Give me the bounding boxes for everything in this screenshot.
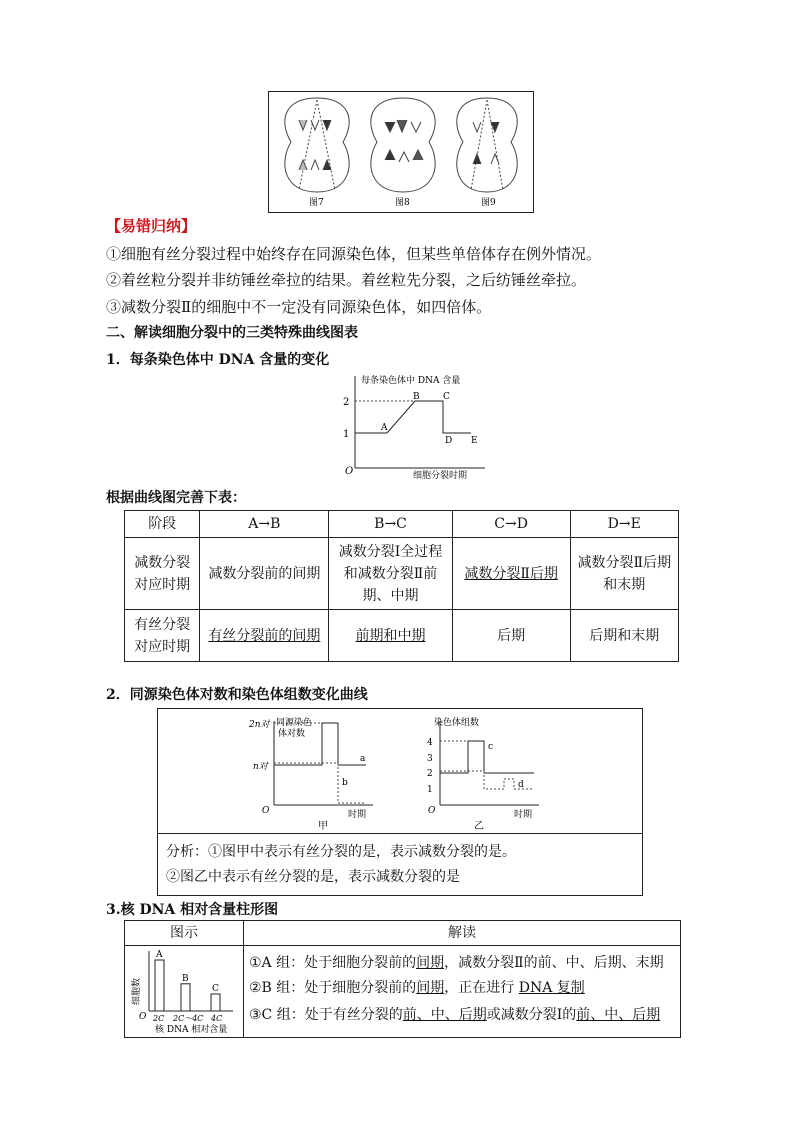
th-bc: B→C <box>329 511 452 538</box>
interpret-b <box>249 978 585 998</box>
bar-xlabel: 核 DNA 相对含量 <box>155 1025 228 1035</box>
c-mid: 或减数分裂Ⅰ的 <box>486 1007 577 1023</box>
chart1-ylabel: 每条染色体中 DNA 含量 <box>361 376 461 386</box>
fig7-label: 图7 <box>309 198 324 208</box>
yi-tick-4: 4 <box>427 738 433 748</box>
b-pre: ②B 组：处于细胞分裂前的 <box>249 980 417 996</box>
yi-d: d <box>518 780 524 790</box>
b-u: 间期 <box>416 980 445 996</box>
cell-division-figure <box>268 91 534 213</box>
th-figure: 图示 <box>125 921 244 946</box>
point-c: C <box>443 392 450 402</box>
yi-c: c <box>488 742 494 752</box>
cell-meiosis-de: 减数分裂Ⅱ后期和末期 <box>570 538 678 610</box>
bar-label-C: C <box>212 984 219 994</box>
bar-label-A: A <box>156 950 163 960</box>
tick-1: 1 <box>343 429 350 440</box>
cell-7 <box>285 98 349 192</box>
analysis-1: 分析：①图甲中表示有丝分裂的是，表示减数分裂的是。 <box>166 844 516 860</box>
fig9-label: 图9 <box>481 198 496 208</box>
row-label-meiosis: 减数分裂对应时期 <box>125 538 200 610</box>
yi-tick-1: 1 <box>427 785 433 795</box>
cell-mitosis-bc: 前期和中期 <box>329 610 452 662</box>
jia-xlabel: 时期 <box>348 810 367 820</box>
cell-8 <box>371 98 435 192</box>
c-u2: 前、中、后期 <box>576 1007 661 1023</box>
stage-table <box>124 510 679 662</box>
curve-b <box>274 763 366 803</box>
th-cd: C→D <box>452 511 570 538</box>
cell-mitosis-ab: 有丝分裂前的间期 <box>200 610 329 662</box>
dna-bar-chart <box>127 947 241 1035</box>
table-instruction: 根据曲线图完善下表： <box>106 490 246 506</box>
bar-ylabel: 细胞数 <box>132 977 142 1005</box>
bar-label-B: B <box>182 973 189 984</box>
errors-heading: 【易错归纳】 <box>106 217 197 235</box>
tick-2c-4c: 2C～4C <box>173 1014 204 1023</box>
cell-figure-svg <box>269 92 533 212</box>
error-item-2: ②着丝粒分裂并非纺锤丝牵拉的结果。着丝粒先分裂，之后纺锤丝牵拉。 <box>106 271 587 289</box>
error-item-1: ①细胞有丝分裂过程中始终存在同源染色体，但某些单倍体存在例外情况。 <box>106 245 602 263</box>
jia-name: 甲 <box>318 821 328 831</box>
analysis-2: ②图乙中表示有丝分裂的是，表示减数分裂的是 <box>166 869 460 885</box>
tick-2c: 2C <box>153 1014 165 1023</box>
jia-y-mid: n对 <box>253 762 268 772</box>
curve-box <box>157 708 643 896</box>
yi-tick-3: 3 <box>427 754 433 764</box>
cell-meiosis-cd: 减数分裂Ⅱ后期 <box>452 538 570 610</box>
part-3-title: 3.核 DNA 相对含量柱形图 <box>106 902 279 918</box>
cell-mitosis-cd: 后期 <box>452 610 570 662</box>
c-u: 前、中、后期 <box>402 1007 487 1023</box>
cell-9 <box>457 98 517 192</box>
jia-origin: O <box>262 806 270 816</box>
section-2-title: 二、解读细胞分裂中的三类特殊曲线图表 <box>106 325 358 341</box>
a-pre: ①A 组：处于细胞分裂前的 <box>249 955 417 971</box>
th-de: D→E <box>570 511 678 538</box>
chart-jia <box>248 713 378 831</box>
yi-name: 乙 <box>474 821 484 831</box>
interpret-c <box>249 1005 660 1025</box>
chart-yi <box>414 713 544 831</box>
jia-a: a <box>360 754 366 764</box>
a-u: 间期 <box>416 955 445 971</box>
analysis-divider <box>158 833 642 834</box>
point-b: B <box>413 392 420 402</box>
curve <box>355 401 471 433</box>
c-pre: ③C 组：处于有丝分裂的 <box>249 1007 403 1023</box>
th-stage: 阶段 <box>125 511 200 538</box>
col-divider <box>243 945 244 1037</box>
point-e: E <box>471 436 478 446</box>
b-mid: ，正在进行 <box>444 980 519 996</box>
tick-2: 2 <box>343 397 350 408</box>
b-u2: DNA 复制 <box>518 980 585 996</box>
error-item-3: ③减数分裂Ⅱ的细胞中不一定没有同源染色体，如四倍体。 <box>106 298 492 316</box>
th-interpret: 解读 <box>244 921 680 946</box>
cell-meiosis-ab: 减数分裂前的间期 <box>200 538 329 610</box>
point-d: D <box>445 436 453 446</box>
part-2-title: 2．同源染色体对数和染色体组数变化曲线 <box>106 687 368 703</box>
chart1-xlabel: 细胞分裂时期 <box>413 471 468 480</box>
curve-c <box>440 741 534 773</box>
row-label-mitosis: 有丝分裂对应时期 <box>125 610 200 662</box>
cell-meiosis-bc: 减数分裂Ⅰ全过程和减数分裂Ⅱ前期、中期 <box>329 538 452 610</box>
dna-per-chromosome-chart <box>335 370 500 480</box>
bar-origin: O <box>139 1012 147 1022</box>
yi-origin: O <box>428 806 436 816</box>
th-ab: A→B <box>200 511 329 538</box>
interpret-a <box>249 953 664 973</box>
jia-y-top: 2n对 <box>249 720 270 730</box>
cell-mitosis-de: 后期和末期 <box>570 610 678 662</box>
origin: O <box>345 466 354 477</box>
point-a: A <box>381 423 388 433</box>
jia-b: b <box>342 778 348 788</box>
part-1-title: 1．每条染色体中 DNA 含量的变化 <box>106 352 330 368</box>
tick-4c: 4C <box>211 1014 223 1023</box>
bar-B <box>181 984 190 1011</box>
dna-table <box>124 920 681 1038</box>
bar-A <box>155 960 164 1011</box>
yi-tick-2: 2 <box>427 769 433 779</box>
a-post: ，减数分裂Ⅱ的前、中、后期、末期 <box>444 955 664 971</box>
jia-ylabel2: 体对数 <box>278 729 306 739</box>
fig8-label: 图8 <box>395 198 410 208</box>
jia-ylabel1: 同源染色 <box>276 718 313 728</box>
yi-xlabel: 时期 <box>514 810 533 820</box>
yi-ylabel: 染色体组数 <box>434 718 480 728</box>
bar-C <box>211 994 220 1011</box>
